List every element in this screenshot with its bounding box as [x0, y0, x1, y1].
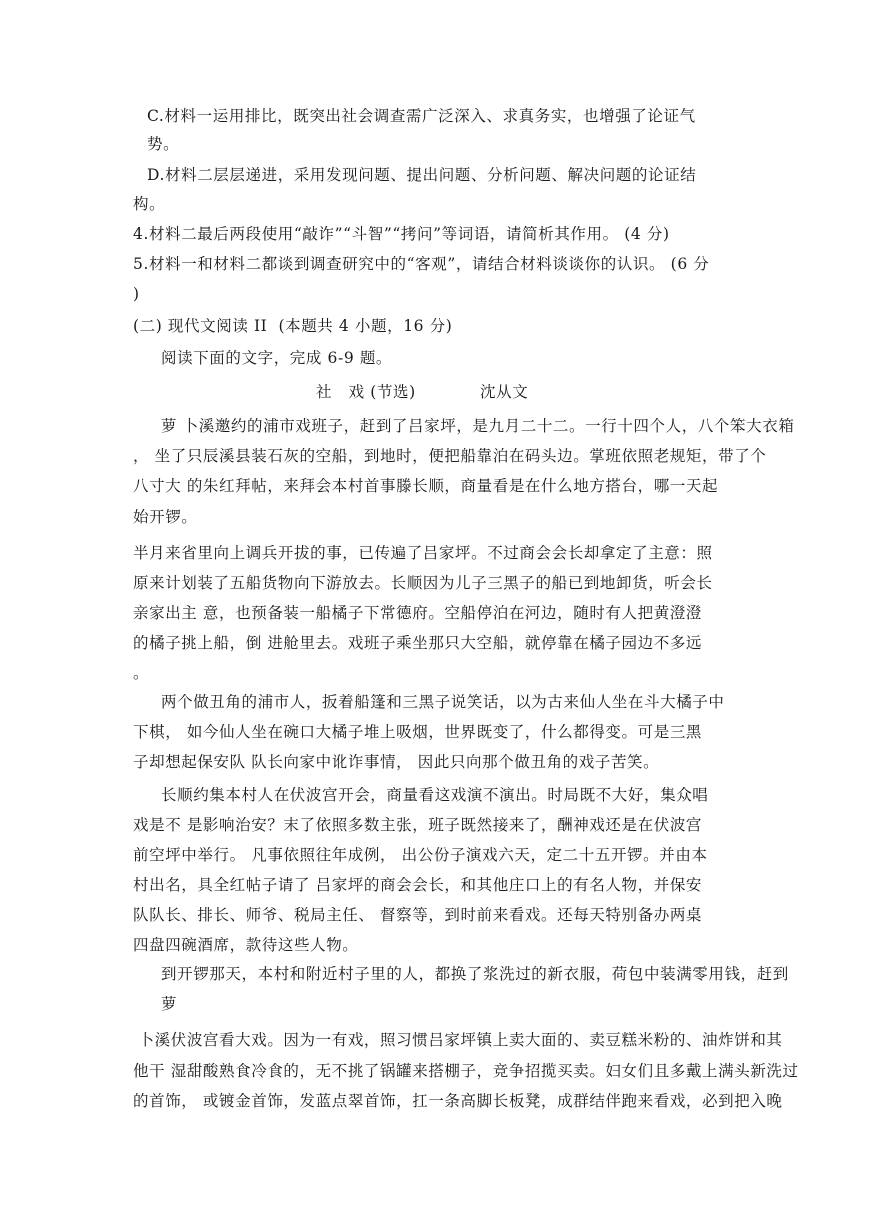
passage-line: 卜溪伏波宫看大戏。因为一有戏，照习惯吕家坪镇上卖大面的、卖豆糕米粉的、油炸饼和其 — [133, 1031, 783, 1049]
passage-line: 萝 — [161, 995, 178, 1013]
option-c-line1: C.材料一运用排比，既突出社会调查需广泛深入、求真务实，也增强了论证气 — [147, 107, 696, 125]
passage-line: 长顺约集本村人在伏波宫开会，商量看这戏演不演出。时局既不大好，集众唱 — [161, 786, 709, 804]
passage-author: 沈从文 — [480, 383, 529, 401]
question-5-line1: 5.材料一和材料二都谈到调查研究中的“客观”，请结合材料谈谈你的认识。 (6 分 — [133, 255, 710, 273]
passage-line: ， 坐了只辰溪县装石灰的空船，到地时，便把船靠泊在码头边。掌班依照老规矩，带了个 — [133, 447, 767, 465]
passage-line: 前空坪中举行。 凡事依照往年成例， 出公份子演戏六天，定二十五开锣。并由本 — [133, 846, 708, 864]
passage-line: 原来计划装了五船货物向下游放去。长顺因为儿子三黑子的船已到地卸货，听会长 — [133, 574, 713, 592]
option-d-line1: D.材料二层层递进，采用发现问题、提出问题、分析问题、解决问题的论证结 — [147, 166, 697, 184]
passage-line: 的首饰， 或镀金首饰，发蓝点翠首饰，扛一条高脚长板凳，成群结伴跑来看戏，必到把入晚 — [133, 1092, 783, 1110]
section-instruction: 阅读下面的文字，完成 6-9 题。 — [161, 349, 393, 367]
passage-line: 村出名，具全红帖子请了 吕家坪的商会会长，和其他庄口上的有名人物，并保安 — [133, 876, 703, 894]
option-c-line2: 势。 — [147, 135, 180, 153]
passage-line: 四盘四碗酒席，款待这些人物。 — [133, 936, 359, 954]
question-5-line2: ) — [133, 285, 140, 303]
section-heading: (二) 现代文阅读 II (本题共 4 小题，16 分) — [133, 317, 453, 335]
passage-line: 始开锣。 — [133, 508, 198, 526]
passage-line: 队队长、排长、师爷、税局主任、 督察等，到时前来看戏。还每天特别备办两桌 — [133, 906, 703, 924]
passage-line: 亲家出主 意，也预备装一船橘子下常德府。空船停泊在河边，随时有人把黄澄澄 — [133, 604, 703, 622]
passage-line: 到开锣那天，本村和附近村子里的人，都换了浆洗过的新衣服，荷包中装满零用钱，赶到 — [161, 965, 789, 983]
passage-line: 的橘子挑上船，倒 进舱里去。戏班子乘坐那只大空船，就停靠在橘子园边不多远 — [133, 634, 703, 652]
passage-line: 下棋， 如今仙人坐在碗口大橘子堆上吸烟，世界既变了，什么都得变。可是三黑 — [133, 723, 703, 741]
passage-line: 他干 湿甜酸熟食冷食的，无不挑了锅罐来搭棚子，竞争招揽买卖。妇女们且多戴上满头新洗过 — [133, 1062, 799, 1080]
passage-line: 半月来省里向上调兵开拔的事，已传遍了吕家坪。不过商会会长却拿定了主意：照 — [133, 544, 713, 562]
passage-line: 子却想起保安队 队长向家中讹诈事情， 因此只向那个做丑角的戏子苦笑。 — [133, 753, 660, 771]
passage-line: 。 — [133, 664, 150, 682]
passage-line: 八寸大 的朱红拜帖，来拜会本村首事滕长顺，商量看是在什么地方搭台，哪一天起 — [133, 477, 719, 495]
passage-line: 戏是不 是影响治安？末了依照多数主张，班子既然接来了，酬神戏还是在伏波宫 — [133, 816, 703, 834]
option-d-line2: 构。 — [133, 195, 166, 213]
passage-line: 萝 卜溪邀约的浦市戏班子，赶到了吕家坪，是九月二十二。一行十四个人，八个笨大衣箱 — [161, 417, 795, 435]
passage-title: 社 戏 (节选) — [316, 383, 416, 401]
passage-line: 两个做丑角的浦市人，扳着船篷和三黑子说笑话，以为古来仙人坐在斗大橘子中 — [161, 693, 725, 711]
question-4: 4.材料二最后两段使用“敲诈”“斗智”“拷问”等词语，请简析其作用。 (4 分) — [133, 225, 670, 243]
